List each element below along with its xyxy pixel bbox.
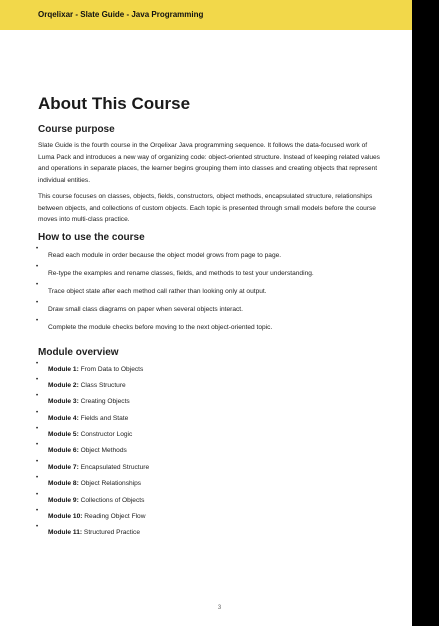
module-title: Object Methods	[80, 447, 127, 455]
module-title: Collections of Objects	[80, 496, 145, 504]
header-title: Orqelixar - Slate Guide - Java Programming	[38, 10, 204, 19]
module-label: Module 7:	[48, 463, 79, 471]
purpose-paragraph-1: Slate Guide is the fourth course in the Orqelixar Java programming sequence. It follows the data-focused work of Luma Pack and introduces a new way of organizing code: object-oriented structure. Instead of keeping related values and operations in separate places, the learner begins grouping them into classes and creating objects that represent individual entities.	[38, 142, 380, 184]
section-heading-course-purpose: Course purpose	[38, 124, 115, 135]
module-title: Constructor Logic	[80, 431, 133, 439]
module-list-item	[38, 394, 385, 410]
list-item	[38, 301, 385, 319]
bullet-icon: •	[36, 245, 39, 252]
bullet-icon: •	[36, 508, 39, 515]
module-label: Module 3:	[48, 398, 79, 406]
module-label: Module 10:	[48, 513, 83, 521]
module-list-item	[38, 411, 385, 427]
module-label: Module 5:	[48, 431, 79, 439]
module-list-item	[38, 476, 385, 492]
main-content	[38, 94, 385, 542]
bullet-icon: •	[36, 524, 39, 531]
bullet-icon: •	[36, 409, 39, 416]
section-heading-module-overview: Module overview	[38, 346, 119, 358]
bullet-icon: •	[36, 458, 39, 465]
list-item-text: Draw small class diagrams on paper when several objects interact.	[48, 305, 243, 313]
module-label: Module 6:	[48, 447, 79, 455]
how-to-use-list	[38, 247, 385, 337]
module-list-item	[38, 378, 385, 394]
module-list-item	[38, 509, 385, 525]
bullet-icon: •	[36, 426, 39, 433]
bullet-icon: •	[36, 263, 39, 270]
module-list-item	[38, 443, 385, 459]
bullet-icon: •	[36, 442, 39, 449]
module-title: Creating Objects	[80, 398, 130, 406]
purpose-paragraph-2: This course focuses on classes, objects, fields, constructors, object methods, encapsulated structure, relationships between objects, and collections of custom objects. Each topic is presented through small models before the course moves into multi-class practice.	[38, 193, 376, 223]
module-title: Reading Object Flow	[84, 513, 146, 521]
list-item-text: Trace object state after each method call rather than looking only at output.	[48, 287, 267, 295]
module-title: From Data to Objects	[80, 365, 144, 373]
module-label: Module 8:	[48, 480, 79, 488]
bullet-icon: •	[36, 393, 39, 400]
module-label: Module 1:	[48, 365, 79, 373]
module-list-item	[38, 427, 385, 443]
module-title: Object Relationships	[80, 480, 142, 488]
list-item-text: Complete the module checks before moving to the next object-oriented topic.	[48, 323, 273, 331]
bullet-icon: •	[36, 475, 39, 482]
module-label: Module 11:	[48, 529, 83, 537]
page-number: 3	[217, 605, 222, 611]
module-list-item	[38, 525, 385, 541]
list-item	[38, 283, 385, 301]
module-label: Module 2:	[48, 381, 79, 389]
bullet-icon: •	[36, 317, 39, 324]
bullet-icon: •	[36, 491, 39, 498]
section-heading-how-to-use: How to use the course	[38, 231, 145, 243]
list-item	[38, 247, 385, 265]
bullet-icon: •	[36, 299, 39, 306]
header-bar	[0, 0, 412, 30]
list-item-text: Read each module in order because the object model grows from page to page.	[48, 251, 282, 259]
module-label: Module 9:	[48, 496, 79, 504]
module-list-item	[38, 460, 385, 476]
module-title: Class Structure	[80, 381, 126, 389]
bullet-icon: •	[36, 360, 39, 367]
list-item-text: Re-type the examples and rename classes, fields, and methods to test your understanding.	[48, 269, 314, 277]
bullet-icon: •	[36, 281, 39, 288]
module-list-item	[38, 362, 385, 378]
module-overview-list	[38, 362, 385, 542]
module-title: Fields and State	[80, 414, 129, 422]
module-list-item	[38, 493, 385, 509]
list-item	[38, 319, 385, 337]
list-item	[38, 265, 385, 283]
module-title: Structured Practice	[83, 529, 140, 537]
module-label: Module 4:	[48, 414, 79, 422]
module-title: Encapsulated Structure	[80, 463, 150, 471]
page-title: About This Course	[38, 94, 191, 113]
bullet-icon: •	[36, 376, 39, 383]
right-edge-stripe	[412, 0, 439, 626]
